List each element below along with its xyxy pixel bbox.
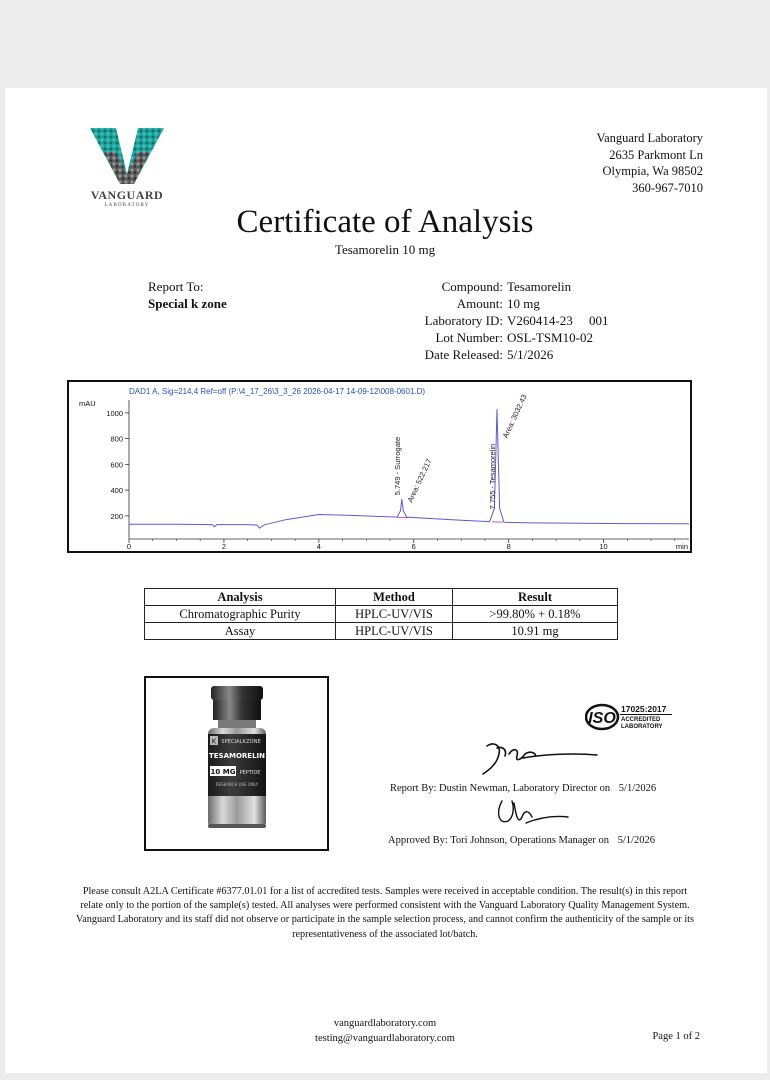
- director-signature: [475, 740, 600, 778]
- detail-row: Amount: 10 mg: [456, 296, 540, 311]
- x-tick-label: 2: [221, 542, 227, 551]
- chromatogram: [67, 380, 692, 553]
- tesamorelin-peak-label: 7.755 - Tesamorelin: [488, 443, 498, 510]
- results-table: [144, 588, 618, 640]
- vanguard-logo: [82, 126, 172, 208]
- detail-row: Lot Number: OSL-TSM10-02: [435, 330, 593, 345]
- chromatogram-trace: [129, 409, 689, 528]
- lab-city: Olympia, Wa 98502: [602, 164, 703, 178]
- lab-name: Vanguard Laboratory: [596, 131, 703, 145]
- vial-image: [146, 678, 327, 849]
- x-tick-label: 8: [506, 542, 511, 551]
- tesamorelin-area-label: Area: 3032.43: [500, 392, 529, 440]
- col-analysis: Analysis: [145, 589, 336, 606]
- table-header-row: [145, 589, 618, 606]
- report-to-label: Report To:: [148, 279, 204, 294]
- svg-text:17025:2017: 17025:2017: [621, 704, 667, 714]
- detail-row: Compound: Tesamorelin: [441, 279, 572, 294]
- svg-text:PEPTIDE: PEPTIDE: [239, 770, 261, 776]
- y-tick-label: 200: [110, 511, 123, 521]
- svg-text:VANGUARD: VANGUARD: [90, 188, 164, 202]
- svg-text:10 MG: 10 MG: [210, 768, 236, 776]
- footer-website: vanguardlaboratory.com: [333, 1018, 437, 1029]
- svg-text:K: K: [211, 737, 217, 746]
- approved-by-line: Approved By: Tori Johnson, Operations Manager on 5/1/2026: [388, 835, 655, 846]
- svg-text:LABORATORY: LABORATORY: [621, 724, 663, 730]
- footer-email: testing@vanguardlaboratory.com: [315, 1032, 455, 1044]
- client-name: Special k zone: [148, 296, 227, 311]
- y-tick-label: 800: [110, 434, 123, 444]
- lab-phone: 360-967-7010: [632, 180, 703, 195]
- lab-address: [596, 130, 703, 196]
- report-by-line: Report By: Dustin Newman, Laboratory Director on 5/1/2026: [390, 783, 657, 794]
- col-method: Method: [336, 589, 453, 606]
- lab-street: 2635 Parkmont Ln: [609, 147, 703, 162]
- surrogate-area-label: Area: 522.217: [405, 457, 434, 504]
- y-tick-label: 1000: [106, 408, 123, 418]
- x-tick-label: 0: [126, 542, 132, 551]
- surrogate-peak-label: 5.749 - Surrogate: [392, 436, 402, 496]
- y-tick-label: 400: [110, 486, 123, 496]
- manager-signature: [492, 797, 572, 829]
- table-row: Assay HPLC-UV/VIS 10.91 mg: [145, 623, 618, 640]
- report-to: [148, 278, 227, 312]
- x-tick-label: 10: [599, 542, 608, 551]
- svg-text:SPECIALKZONE: SPECIALKZONE: [221, 739, 261, 745]
- sample-details: [400, 278, 608, 363]
- x-tick-label: 6: [411, 542, 416, 551]
- chromatogram-plot: [69, 382, 690, 551]
- chart-title: DAD1 A, Sig=214,4 Ref=off (P:\4_17_26\3_3_26 2026-04-17 14-09-12\008-0601.D): [129, 387, 426, 396]
- detail-row: Laboratory ID: V260414-23 001: [424, 313, 609, 328]
- svg-text:LABORATORY: LABORATORY: [104, 203, 150, 208]
- detail-row: Date Released: 5/1/2026: [424, 347, 554, 362]
- disclaimer-text: Please consult A2LA Certificate #6377.01.01 for a list of accredited tests. Samples were received in acceptable condition. The result(s) in this report relate only to the portion of the sample(s) tested. All analyses were performed consistent with the Vanguard Laboratory Quality Management System. Vanguard Laboratory and its staff did not observe or participate in the sample selection process, and cannot confirm the authenticity of the sample or its representativeness of the associated lot/batch.: [76, 886, 694, 940]
- y-axis-label: mAU: [79, 399, 96, 408]
- document-title: Certificate of Analysis: [236, 204, 534, 240]
- page-number: Page 1 of 2: [652, 1031, 700, 1042]
- x-tick-label: 4: [316, 542, 321, 551]
- svg-text:ISO: ISO: [588, 710, 616, 727]
- document-subtitle: Tesamorelin 10 mg: [334, 242, 436, 257]
- svg-text:TESAMORELIN: TESAMORELIN: [208, 752, 266, 760]
- iso-accreditation-badge: [585, 703, 673, 731]
- col-result: Result: [453, 589, 618, 606]
- y-tick-label: 600: [110, 460, 123, 470]
- svg-text:RESEARCH USE ONLY: RESEARCH USE ONLY: [215, 782, 259, 787]
- product-photo: [144, 676, 329, 851]
- svg-text:ACCREDITED: ACCREDITED: [621, 717, 661, 723]
- x-axis-label: min: [675, 542, 688, 551]
- table-row: Chromatographic Purity HPLC-UV/VIS >99.80% + 0.18%: [145, 606, 618, 623]
